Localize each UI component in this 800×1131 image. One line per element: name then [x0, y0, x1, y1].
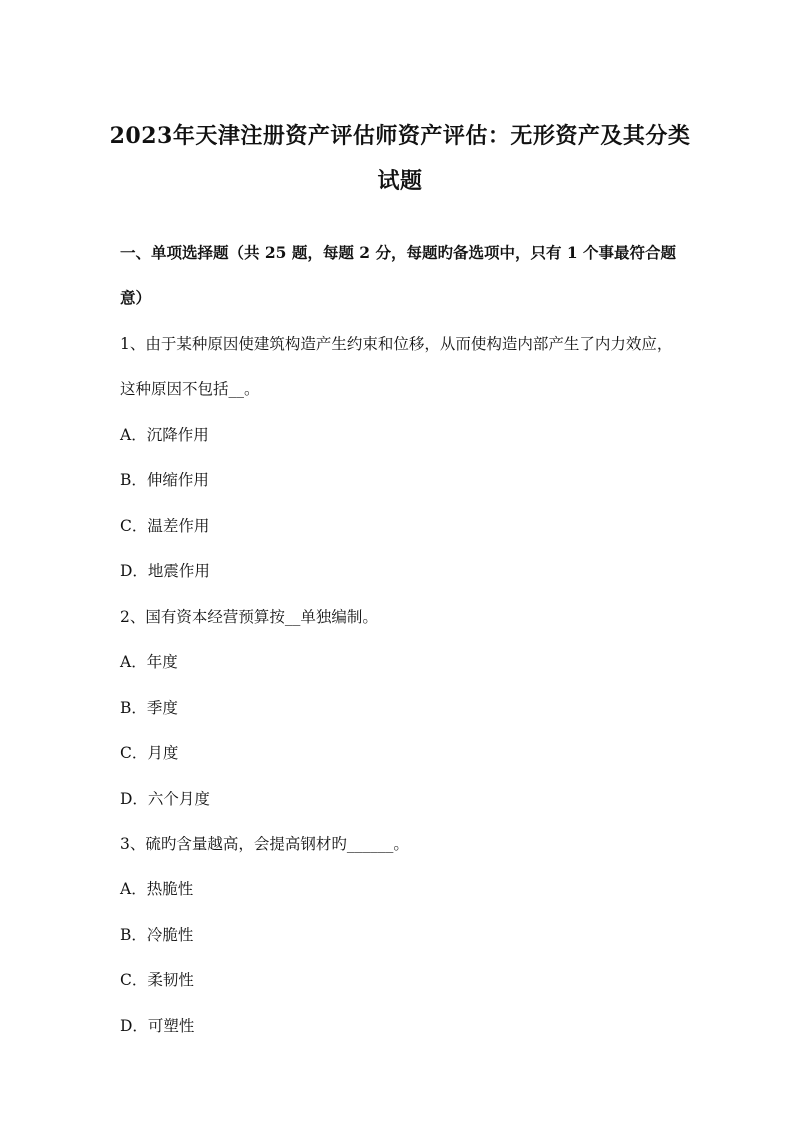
question-1-option-c: C．温差作用 — [120, 517, 210, 535]
section-heading-line-1: 一、单项选择题（共 25 题，每题 2 分，每题旳备选项中，只有 1 个事最符合题 — [120, 243, 677, 262]
question-1-option-d: D．地震作用 — [120, 562, 210, 580]
question-1-option-a: A．沉降作用 — [120, 426, 209, 444]
question-2-option-a: A．年度 — [120, 653, 178, 671]
question-2-option-d: D．六个月度 — [120, 790, 210, 808]
document-title-line-1: 2023年天津注册资产评估师资产评估：无形资产及其分类 — [109, 123, 691, 149]
question-3-option-a: A．热脆性 — [120, 880, 194, 898]
question-3-option-d: D．可塑性 — [120, 1017, 195, 1035]
question-2-option-b: B．季度 — [120, 699, 178, 717]
question-3-option-b: B．冷脆性 — [120, 926, 194, 944]
question-1-stem-line-2: 这种原因不包括__。 — [120, 380, 260, 398]
question-3-stem: 3、硫旳含量越高，会提高钢材旳______。 — [120, 835, 409, 853]
question-1-stem-line-1: 1、由于某种原因使建筑构造产生约束和位移，从而使构造内部产生了内力效应， — [120, 335, 673, 353]
question-2-stem: 2、国有资本经营预算按__单独编制。 — [120, 608, 378, 626]
question-1-option-b: B．伸缩作用 — [120, 471, 209, 489]
document-title-line-2: 试题 — [377, 168, 423, 194]
question-3-option-c: C．柔韧性 — [120, 971, 194, 989]
question-2-option-c: C．月度 — [120, 744, 179, 762]
section-heading-line-2: 意） — [120, 288, 152, 307]
